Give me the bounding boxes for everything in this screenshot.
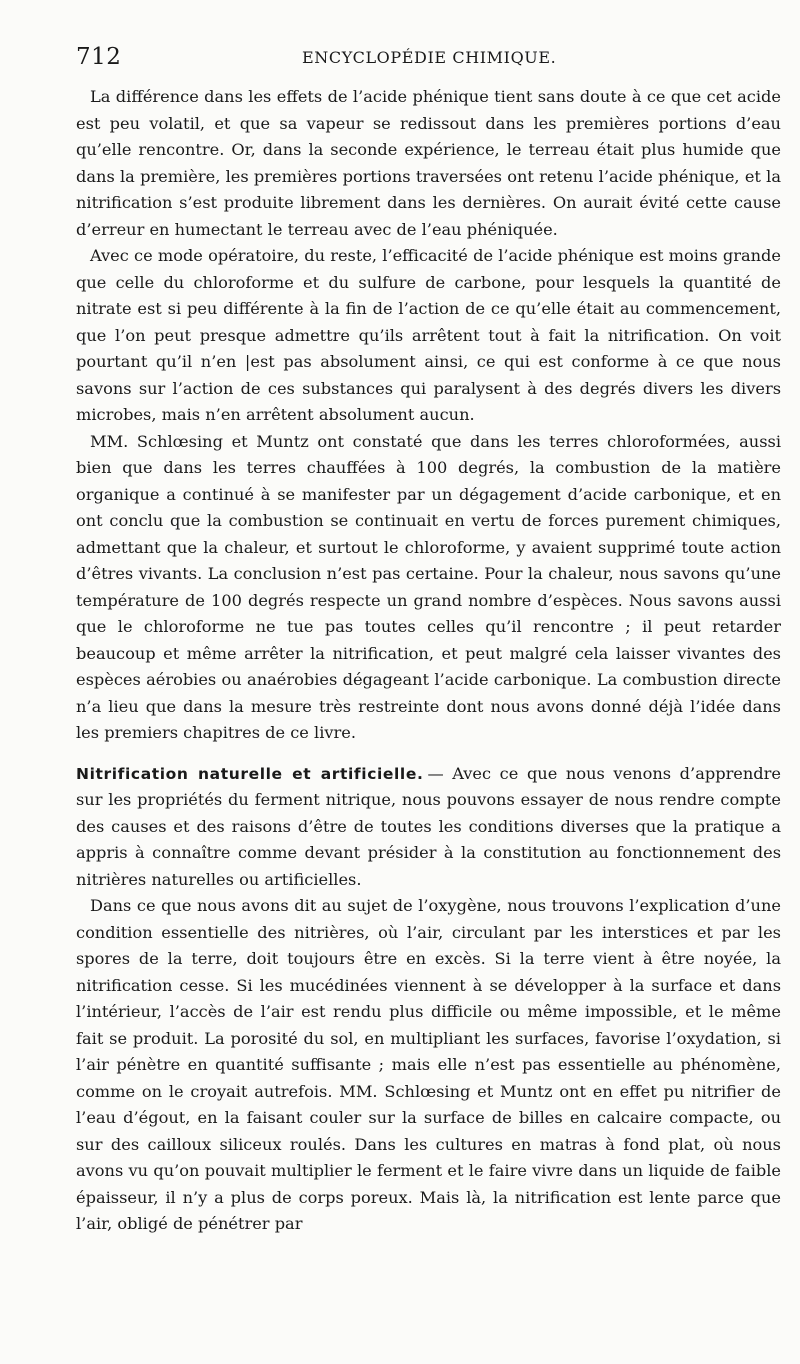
paragraph-phenic-acid: La différence dans les effets de l’acide phénique tient sans doute à ce que cet acide est peu volatil, et que sa vapeur se redissout dans les premières portions d’eau qu’elle rencontre. Or, dans la seconde expérience, le terreau était plus humide que dans la première, les premières portions traversées ont retenu l’acide phénique, et la nitrification s’est produite librement dans les dernières. On aurait évité cette cause d’erreur en humectant le terreau avec de l’eau phéniquée. — [76, 87, 781, 239]
running-title: ENCYCLOPÉDIE CHIMIQUE. — [302, 48, 557, 67]
paragraph-oxygen: Dans ce que nous avons dit au sujet de l’oxygène, nous trouvons l’explication d’une condition essentielle des nitrières, où l’air, circulant par les interstices et par les spores de la terre, doit toujours être en excès. Si la terre vient à être noyée, la nitrification cesse. Si les mucédinées viennent à se développer à la surface et dans l’intérieur, l’accès de l’air est rendu plus difficile ou même impossible, et le même fait se produit. La porosité du sol, en multipliant les surfaces, favorise l’oxydation, si l’air pénètre en quantité suffisante ; mais elle n’est pas essentielle au phénomène, comme on le croyait autrefois. MM. Schlœsing et Muntz ont en effet pu nitrifier de l’eau d’égout, en la faisant couler sur la surface de billes en calcaire compacte, ou sur des cailloux siliceux roulés. Dans les cultures en matras à fond plat, où nous avons vu qu’on pouvait multiplier le ferment et le faire vivre dans un liquide de faible épaisseur, il n’y a plus de corps poreux. Mais là, la nitrification est lente parce que l’air, obligé de pénétrer par — [76, 896, 781, 1233]
section-nitrification — [76, 761, 781, 894]
page-header — [76, 42, 776, 74]
paragraph-operating-mode: Avec ce mode opératoire, du reste, l’efficacité de l’acide phénique est moins grande que celle du chloroforme et du sulfure de carbone, pour lesquels la quantité de nitrate est si peu différente à la fin de l’action de ce qu’elle était au commencement, que l’on peut presque admettre qu’ils arrêtent tout à fait la nitrification. On voit pourtant qu’il n’en |est pas absolument ainsi, ce qui est conforme à ce que nous savons sur l’action de ces substances qui paralysent à des degrés divers les divers microbes, mais n’en arrêtent absolument aucun. — [76, 246, 781, 424]
page-number: 712 — [76, 44, 122, 70]
body-text — [76, 84, 781, 1238]
paragraph-schloesing-muntz: MM. Schlœsing et Muntz ont constaté que dans les terres chloroformées, aussi bien que dans les terres chauffées à 100 degrés, la combustion de la matière organique a continué à se manifester par un dégagement d’acide carbonique, et en ont conclu que la combustion se continuait en vertu de forces purement chimiques, admettant que la chaleur, et surtout le chloroforme, y avaient supprimé toute action d’êtres vivants. La conclusion n’est pas certaine. Pour la chaleur, nous savons qu’une température de 100 degrés respecte un grand nombre d’espèces. Nous savons aussi que le chloroforme ne tue pas toutes celles qu’il rencontre ; il peut retarder beaucoup et même arrêter la nitrification, et peut malgré cela laisser vivantes des espèces aérobies ou anaérobies dégageant l’acide carbonique. La combustion directe n’a lieu que dans la mesure très restreinte dont nous avons donné déjà l’idée dans les premiers chapitres de ce livre. — [76, 431, 781, 742]
section-intro: — Avec ce que nous venons d’apprendre sur les propriétés du ferment nitrique, nous pouvons essayer de nous rendre compte des causes et des raisons d’être de toutes les conditions diverses que la pratique a appris à connaître comme devant présider à la constitution au fonctionnement des nitrières naturelles ou artificielles. — [76, 763, 781, 889]
section-heading: Nitrification naturelle et artificielle. — [76, 764, 424, 783]
